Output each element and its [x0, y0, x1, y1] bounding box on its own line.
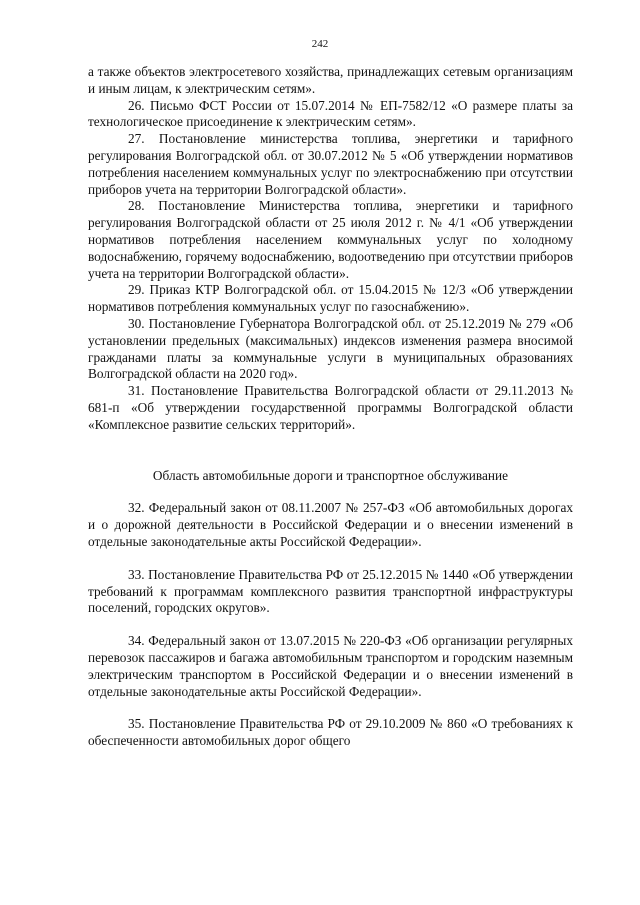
- list-item-33: 33. Постановление Правительства РФ от 25.12.2015 № 1440 «Об утверждении требований к программам комплексного развития транспортной инфраструктуры поселений, городских округов».: [88, 566, 573, 616]
- list-item-28: 28. Постановление Министерства топлива, энергетики и тарифного регулирования Волгоградской области от 25 июля 2012 г. № 4/1 «Об утверждении нормативов потребления населением коммунальных услуг по холодному водоснабжению, горячему водоснабжению, водоотведению при отсутствии приборов учета на территории Волгоградской области».: [88, 198, 573, 281]
- page-number: 242: [311, 38, 329, 50]
- paragraph-continuation: а также объектов электросетевого хозяйства, принадлежащих сетевым организациям и иным лицам, к электрическим сетям».: [88, 64, 573, 96]
- list-item-30: 30. Постановление Губернатора Волгоградской обл. от 25.12.2019 № 279 «Об установлении предельных (максимальных) индексов изменения размера вносимой гражданами платы за коммунальные услуги в муниципальных образованиях Волгоградской области на 2020 год».: [88, 315, 573, 382]
- list-item-27: 27. Постановление министерства топлива, энергетики и тарифного регулирования Волгоградской обл. от 30.07.2012 № 5 «Об утверждении нормативов потребления населением коммунальных услуг по электроснабжению при отсутствии приборов учета на территории Волгоградской области».: [88, 131, 573, 197]
- list-item-26: 26. Письмо ФСТ России от 15.07.2014 № ЕП-7582/12 «О размере платы за технологическое присоединение к электрическим сетям».: [88, 97, 573, 130]
- list-item-31: 31. Постановление Правительства Волгоградской области от 29.11.2013 № 681-п «Об утверждении государственной программы Волгоградской области «Комплексное развитие сельских территорий».: [88, 383, 573, 432]
- list-item-35: 35. Постановление Правительства РФ от 29.10.2009 № 860 «О требованиях к обеспеченности автомобильных дорог общего: [88, 716, 573, 749]
- list-item-34: 34. Федеральный закон от 13.07.2015 № 220-ФЗ «Об организации регулярных перевозок пассажиров и багажа автомобильным транспортом и городским наземным электрическим транспортом в Российской Федерации и о внесении изменений в отдельные законодательные акты Российской Федерации».: [88, 633, 573, 699]
- list-item-32: 32. Федеральный закон от 08.11.2007 № 257-ФЗ «Об автомобильных дорогах и о дорожной деятельности в Российской Федерации и о внесении изменений в отдельные законодательные акты Российской Федерации».: [88, 500, 573, 549]
- section-heading: Область автомобильные дороги и транспортное обслуживание: [152, 467, 509, 483]
- list-item-29: 29. Приказ КТР Волгоградской обл. от 15.04.2015 № 12/3 «Об утверждении нормативов потребления коммунальных услуг по газоснабжению».: [88, 282, 573, 315]
- document-body: [88, 64, 573, 750]
